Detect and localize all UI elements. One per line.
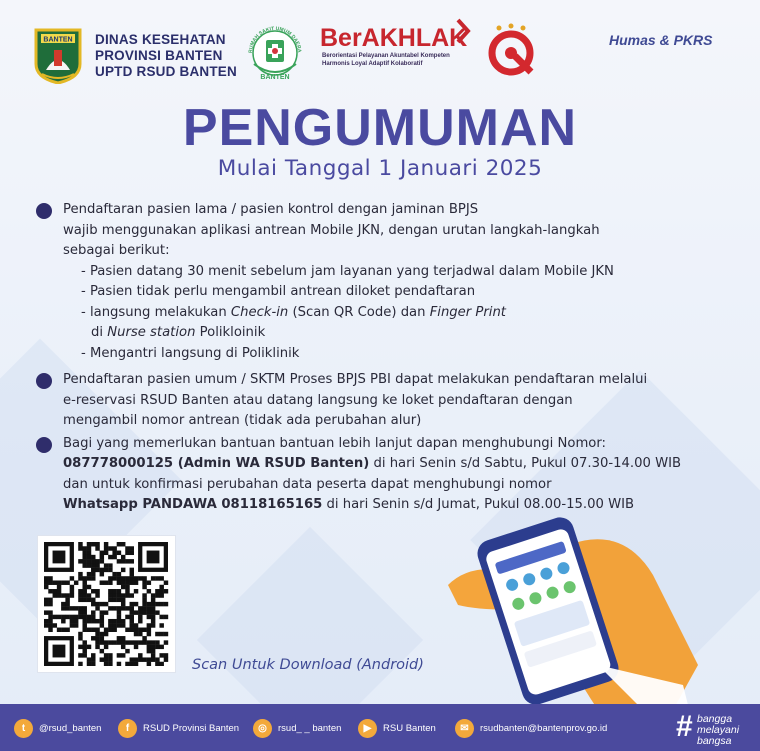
quality-q-logo <box>485 22 537 78</box>
org-line-3: UPTD RSUD BANTEN <box>95 64 237 79</box>
item-text: wajib menggunakan aplikasi antrean Mobile JKN, dengan urutan langkah-langkah <box>63 222 600 238</box>
item-text: mengambil nomor antrean (tidak ada perubahan alur) <box>63 413 422 428</box>
bullet-icon <box>36 437 52 453</box>
rs-logo-ring-text: RUMAH SAKIT UMUM DAERA <box>247 25 303 54</box>
announcement-item <box>36 200 736 364</box>
step-text: - langsung melakukan Check-in (Scan QR Code) dan Finger Print <box>81 304 506 320</box>
email-link[interactable]: ✉ rsudbanten@bantenprov.go.id <box>455 719 607 738</box>
item-text: e-reservasi RSUD Banten atau datang langsung ke loket pendaftaran dengan <box>63 392 573 408</box>
footer-bar <box>0 704 760 751</box>
item-text: Whatsapp PANDAWA 08118165165 di hari Senin s/d Jumat, Pukul 08.00-15.00 WIB <box>63 497 635 512</box>
page-subtitle: Mulai Tanggal 1 Januari 2025 <box>217 156 543 181</box>
hashtag-icon: # <box>676 710 693 743</box>
berakhlak-subtitle-2: Harmonis Loyal Adaptif Kolaboratif <box>322 61 423 67</box>
phone-in-hand-illustration <box>448 515 708 710</box>
page-title: PENGUMUMAN <box>182 99 578 157</box>
hashtag-text: bangga <box>697 713 733 725</box>
announcement-item <box>36 434 736 516</box>
hashtag-text: bangsa <box>697 735 732 747</box>
instagram-link[interactable]: ◎ rsud_ _ banten <box>253 719 341 738</box>
berakhlak-title: BerAKHLAK <box>320 24 468 52</box>
announcement-content <box>36 200 736 516</box>
banten-logo-text: BANTEN <box>43 36 73 44</box>
step-text: di Nurse station Polikloinik <box>91 325 266 340</box>
berakhlak-subtitle-1: Berorientasi Pelayanan Akuntabel Kompeten <box>322 53 450 59</box>
email-icon: ✉ <box>455 719 474 738</box>
facebook-link[interactable]: f RSUD Provinsi Banten <box>118 719 239 738</box>
org-line-1: DINAS KESEHATAN <box>95 32 226 47</box>
item-text: dan untuk konfirmasi perubahan data peserta dapat menghubungi nomor <box>63 476 552 492</box>
chevron-right-icon <box>454 18 474 44</box>
item-text: sebagai berikut: <box>63 243 170 258</box>
twitter-link[interactable]: t @rsud_banten <box>14 719 101 738</box>
step-text: - Pasien datang 30 menit sebelum jam layanan yang terjadwal dalam Mobile JKN <box>81 263 614 279</box>
berakhlak-logo <box>320 24 470 78</box>
item-text: 087778000125 (Admin WA RSUD Banten) di hari Senin s/d Sabtu, Pukul 07.30-14.00 WIB <box>63 456 682 471</box>
rsud-banten-logo <box>244 22 306 84</box>
facebook-icon: f <box>118 719 137 738</box>
scan-download-text: Scan Untuk Download (Android) <box>192 657 424 673</box>
qr-code[interactable] <box>37 535 176 673</box>
org-line-2: PROVINSI BANTEN <box>95 48 223 63</box>
banten-province-logo <box>32 26 84 84</box>
step-text: - Mengantri langsung di Poliklinik <box>81 345 300 361</box>
qr-code-icon <box>44 542 169 666</box>
youtube-link[interactable]: ▶ RSU Banten <box>358 719 436 738</box>
header <box>0 0 760 95</box>
announcement-item <box>36 370 736 432</box>
bullet-icon <box>36 203 52 219</box>
item-text: Bagi yang memerlukan bantuan bantuan lebih lanjut dapan menghubungi Nomor: <box>63 435 607 451</box>
twitter-icon: t <box>14 719 33 738</box>
organization-name <box>95 32 237 80</box>
step-text: - Pasien tidak perlu mengambil antrean diloket pendaftaran <box>81 284 476 299</box>
item-text: Pendaftaran pasien lama / pasien kontrol dengan jaminan BPJS <box>63 202 479 217</box>
humas-label: Humas & PKRS <box>609 32 713 48</box>
bullet-icon <box>36 373 52 389</box>
youtube-icon: ▶ <box>358 719 377 738</box>
rs-logo-bottom-text: BANTEN <box>260 74 290 81</box>
instagram-icon: ◎ <box>253 719 272 738</box>
item-text: Pendaftaran pasien umum / SKTM Proses BPJS PBI dapat melakukan pendaftaran melalui <box>63 372 648 387</box>
hashtag-text: melayani <box>697 724 740 736</box>
